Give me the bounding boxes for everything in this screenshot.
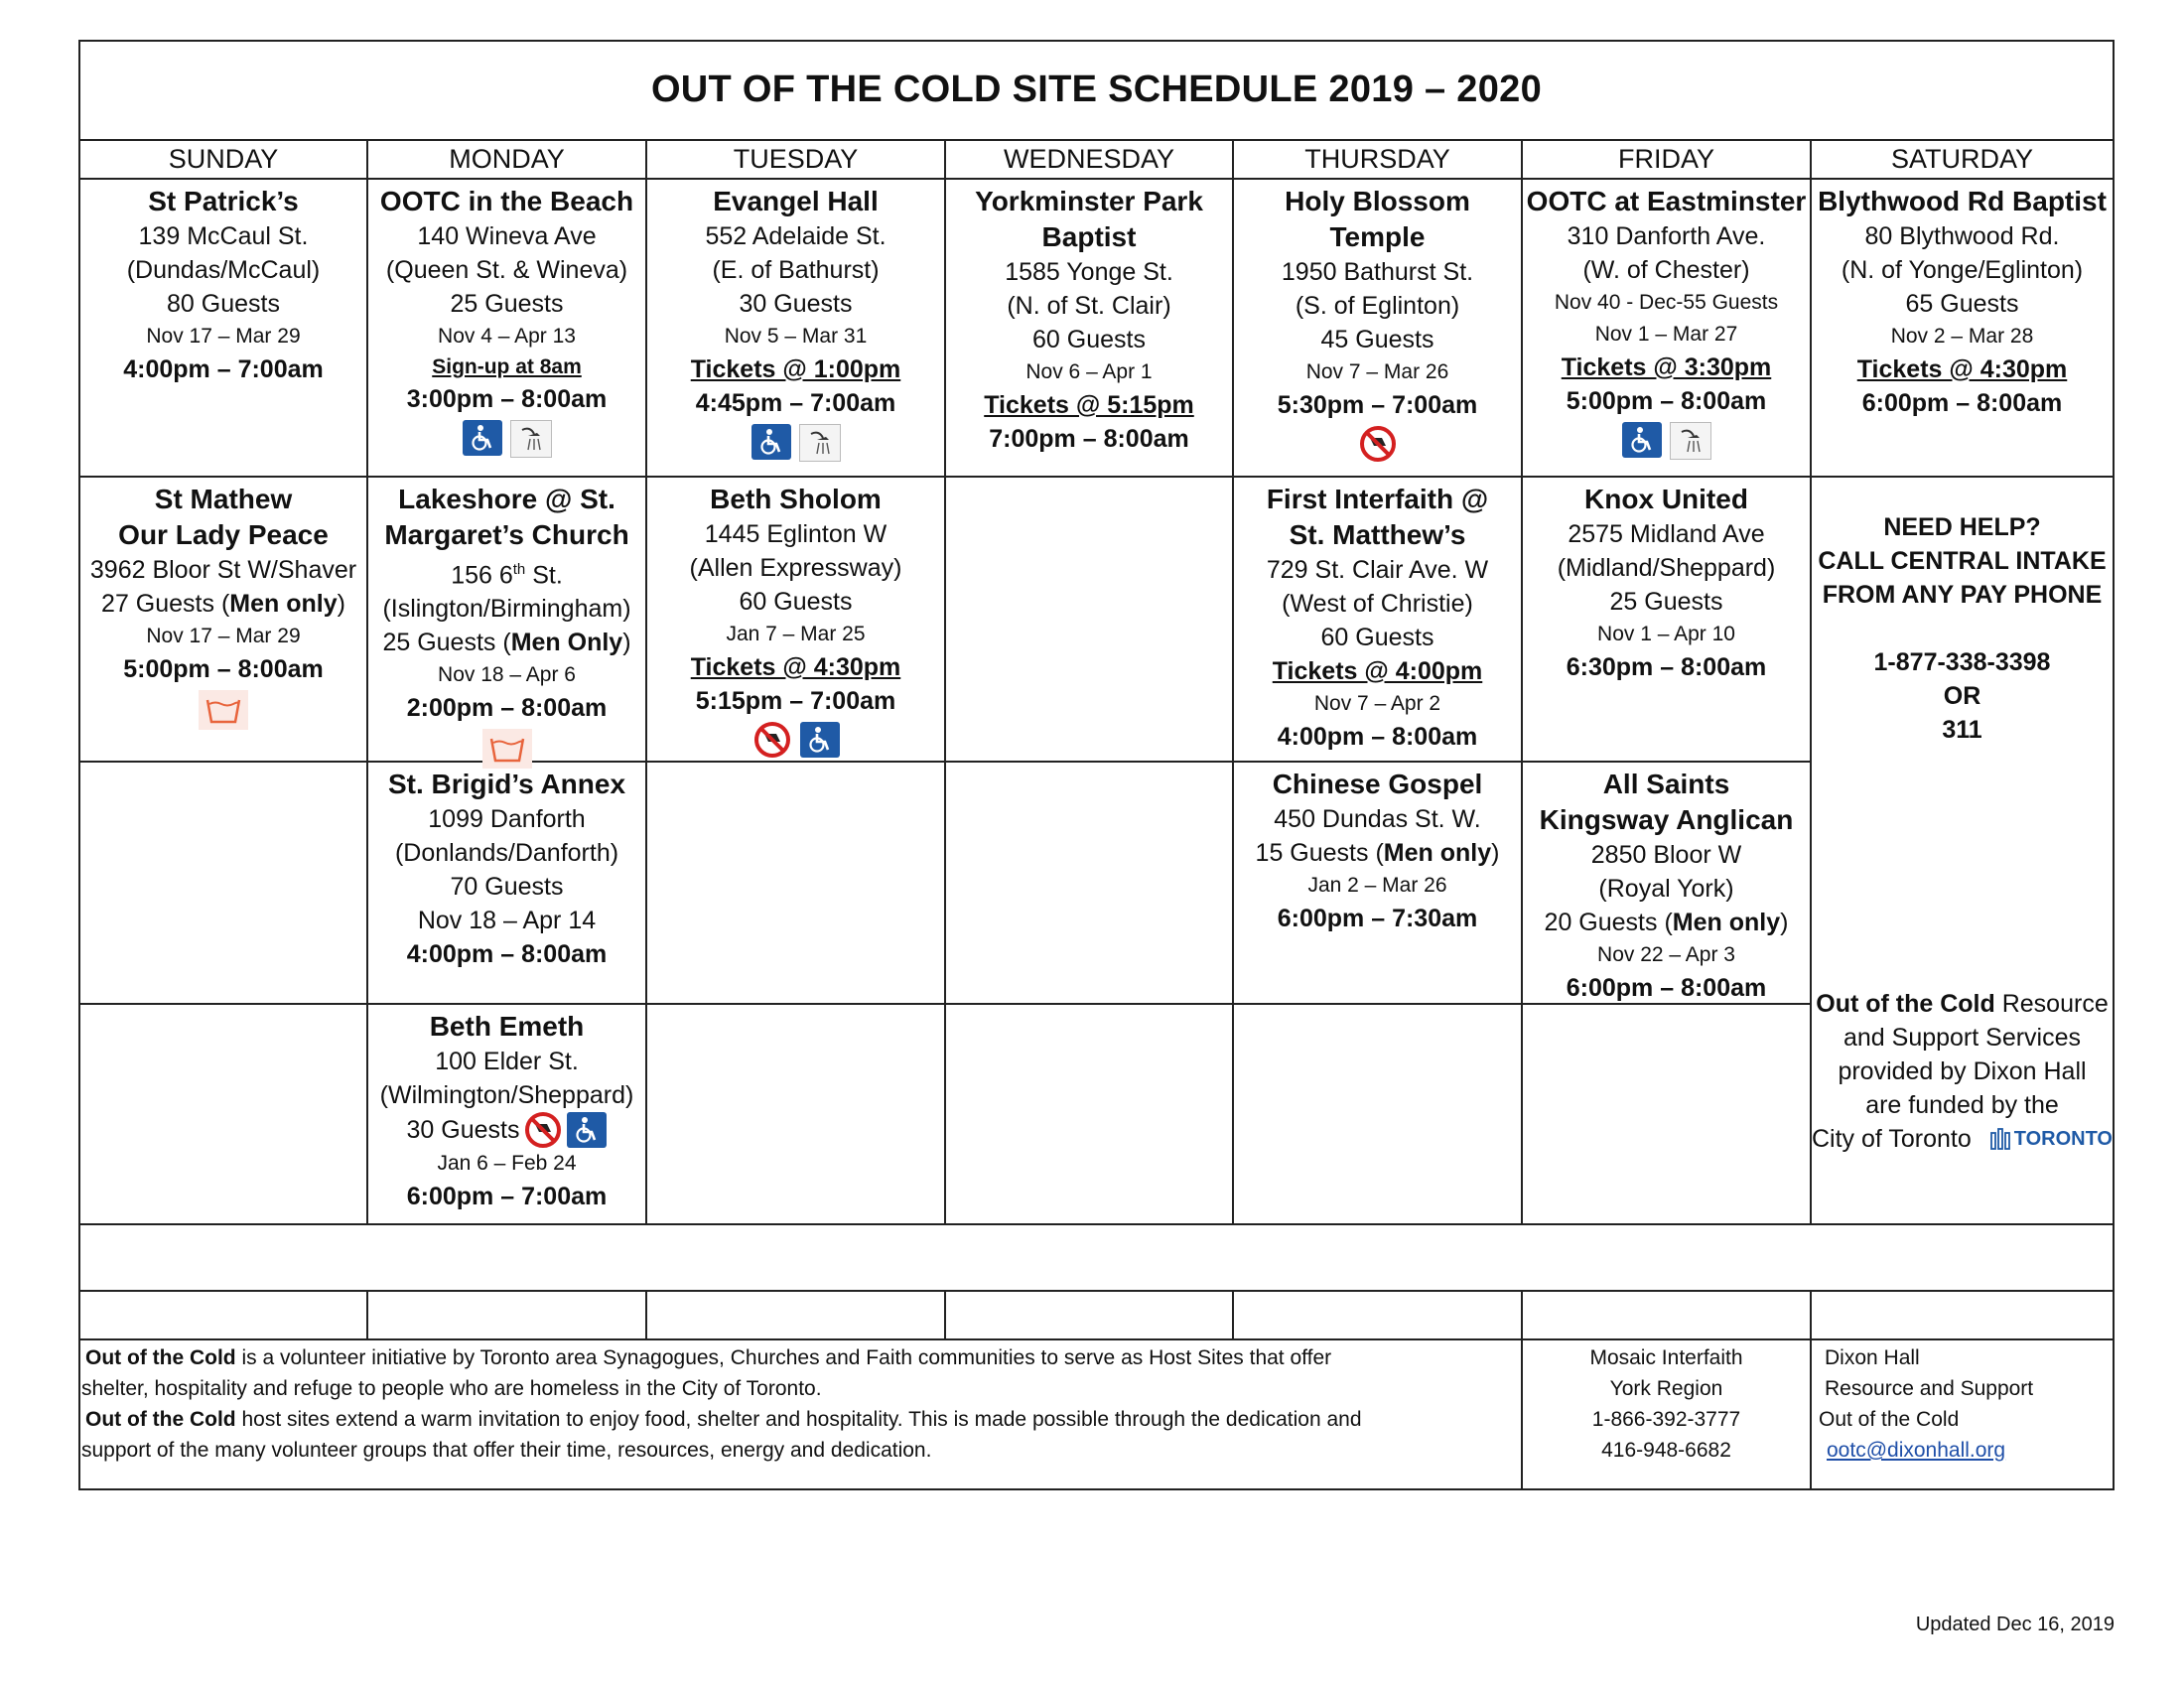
site-name: Holy Blossom Temple (1285, 186, 1470, 252)
contact-region: York Region (1609, 1377, 1723, 1400)
site-address: 1099 Danforth (428, 805, 586, 833)
site-name-line2: Our Lady Peace (118, 519, 329, 550)
site-name: St Mathew (154, 484, 293, 514)
page-title: OUT OF THE COLD SITE SCHEDULE 2019 – 2020 (650, 68, 1543, 110)
site-guests: 30 Guests (739, 290, 853, 318)
grid-line (78, 1223, 2115, 1225)
shower-icon (1670, 422, 1711, 460)
site-dates: Nov 7 – Apr 2 (1313, 692, 1441, 715)
site-hours: 4:00pm – 8:00am (406, 940, 608, 968)
site-hours: 4:00pm – 7:00am (123, 355, 324, 383)
site-dates: Nov 6 – Apr 1 (1025, 360, 1153, 383)
site-dates: Nov 2 – Mar 28 (1890, 325, 2034, 348)
site-card-blythwood (1812, 180, 2113, 420)
site-hours: 2:00pm – 8:00am (406, 694, 608, 723)
contact-phone: 416-948-6682 (1601, 1439, 1731, 1462)
site-card-ootc-beach (368, 180, 645, 458)
funding-line: and Support Services (1843, 1024, 2082, 1052)
site-guests: 25 Guests (450, 290, 564, 318)
site-dates: Nov 17 – Mar 29 (146, 625, 301, 647)
address-number: 156 6 (451, 561, 513, 590)
wheelchair-icon (800, 722, 840, 758)
contact-phone: 1-866-392-3777 (1591, 1408, 1741, 1431)
funding-line (1816, 987, 2108, 1021)
site-card-holy-blossom (1234, 180, 1521, 462)
site-guests (382, 626, 630, 659)
site-name: St. Brigid’s Annex (387, 769, 626, 799)
amenity-icons (752, 722, 840, 758)
day-header-wednesday: WEDNESDAY (1003, 144, 1175, 174)
site-card-first-interfaith (1234, 478, 1521, 754)
grid-line (944, 1290, 946, 1338)
site-dates: Nov 1 – Mar 27 (1594, 323, 1738, 346)
site-dates: Jan 7 – Mar 25 (726, 623, 866, 645)
site-guests: 80 Guests (167, 290, 280, 318)
site-tickets: Tickets @ 5:15pm (984, 391, 1194, 419)
day-header-tuesday: TUESDAY (733, 144, 859, 174)
site-address: 139 McCaul St. (138, 222, 309, 250)
site-guests: 45 Guests (1320, 326, 1434, 353)
site-address: 450 Dundas St. W. (1274, 805, 1481, 833)
site-hours: 6:00pm – 8:00am (1861, 389, 2063, 417)
funding-line: are funded by the (1865, 1091, 2059, 1119)
amenity-icons (199, 690, 248, 730)
site-name: Yorkminster Park (975, 186, 1203, 216)
site-name: Blythwood Rd Baptist (1818, 186, 2107, 216)
contact-line: Out of the Cold (1819, 1408, 1960, 1431)
no-shower-icon (752, 722, 792, 758)
site-cross-streets: (S. of Eglinton) (1295, 292, 1460, 320)
site-cross-streets: (Allen Expressway) (689, 554, 902, 582)
day-header-friday: FRIDAY (1617, 144, 1714, 174)
guests-restriction: Men only (1672, 909, 1781, 936)
site-name: Chinese Gospel (1272, 769, 1483, 799)
site-signup: Sign-up at 8am (432, 355, 582, 378)
site-hours: 6:00pm – 7:30am (1277, 905, 1478, 932)
dixon-contact (1819, 1342, 2113, 1466)
help-short-number: 311 (1942, 716, 1982, 744)
site-hours: 6:30pm – 8:00am (1566, 653, 1767, 681)
site-cross-streets: (E. of Bathurst) (712, 256, 880, 284)
guests-close: ) (622, 629, 631, 657)
day-header-sunday: SUNDAY (168, 144, 279, 174)
footer-line: shelter, hospitality and refuge to people who are homeless in the City of Toronto. (81, 1377, 822, 1400)
site-name: Lakeshore @ St. (398, 484, 615, 514)
footer-line (85, 1342, 1519, 1373)
guests-restriction: Men only (229, 590, 338, 618)
guests-count: 20 Guests ( (1544, 909, 1673, 936)
site-card-beth-emeth (368, 1005, 645, 1213)
guests-count: 30 Guests (406, 1116, 520, 1144)
guests-close: ) (1491, 839, 1500, 867)
site-hours: 7:00pm – 8:00am (989, 425, 1189, 453)
grid-line (1232, 1290, 1234, 1338)
site-card-st-brigids (368, 763, 645, 971)
site-address (451, 553, 563, 592)
site-tickets: Tickets @ 4:30pm (690, 653, 901, 681)
site-hours: 6:00pm – 8:00am (1566, 974, 1767, 1002)
site-address: 80 Blythwood Rd. (1864, 222, 2060, 250)
site-name-line2: Baptist (1041, 221, 1137, 252)
site-dates: Nov 4 – Apr 13 (438, 325, 576, 348)
contact-email[interactable] (1819, 1435, 2113, 1466)
site-name: OOTC in the Beach (379, 186, 634, 216)
footer-program: Out of the Cold (85, 1408, 236, 1431)
day-header-monday: MONDAY (449, 144, 565, 174)
help-heading: NEED HELP? (1883, 513, 2041, 541)
shower-icon (510, 420, 552, 458)
site-tickets: Tickets @ 3:30pm (1561, 353, 1772, 381)
amenity-icons (1622, 422, 1711, 460)
site-guests: 65 Guests (1905, 290, 2019, 318)
guests-close: ) (337, 590, 345, 618)
site-guests: 25 Guests (1609, 588, 1723, 616)
guests-restriction: Men only (1383, 839, 1492, 867)
site-name-line2: Margaret’s Church (384, 519, 629, 550)
site-cross-streets: (West of Christie) (1282, 590, 1473, 618)
site-cross-streets: (Donlands/Danforth) (394, 839, 619, 867)
site-card-lakeshore-st-margarets (368, 478, 645, 769)
site-dates: Nov 1 – Apr 10 (1597, 623, 1735, 645)
site-card-st-mathew (80, 478, 366, 730)
guests-count: 15 Guests ( (1255, 839, 1384, 867)
site-address: 2850 Bloor W (1590, 841, 1742, 869)
site-name: Beth Emeth (429, 1011, 585, 1042)
site-hours: 5:00pm – 8:00am (1566, 387, 1767, 415)
contact-org: Mosaic Interfaith (1589, 1346, 1743, 1369)
wheelchair-icon (751, 424, 791, 460)
help-box (1812, 506, 2113, 747)
no-shower-icon (523, 1112, 563, 1148)
grid-line (366, 1290, 368, 1338)
guests-close: ) (1780, 909, 1789, 936)
site-guests: Nov 40 - Dec-55 Guests (1554, 291, 1779, 314)
site-address: 140 Wineva Ave (417, 222, 597, 250)
site-card-yorkminster-park (946, 180, 1232, 456)
footer-text: host sites extend a warm invitation to enjoy food, shelter and hospitality. This is made possible through the dedication and (235, 1408, 1362, 1431)
site-name-line2: St. Matthew’s (1289, 519, 1466, 550)
site-address: 100 Elder St. (435, 1048, 579, 1075)
wheelchair-icon (463, 420, 502, 456)
site-card-ootc-eastminster (1523, 180, 1810, 460)
site-dates: Nov 5 – Mar 31 (724, 325, 868, 348)
site-address: 1445 Eglinton W (704, 520, 887, 548)
site-tickets: Tickets @ 4:00pm (1272, 657, 1483, 685)
address-street: St. (525, 561, 563, 590)
site-name: OOTC at Eastminster (1526, 186, 1807, 216)
site-guests (407, 1112, 608, 1148)
site-name: First Interfaith @ (1266, 484, 1489, 514)
site-name-line2: Kingsway Anglican (1539, 804, 1794, 835)
site-dates: Nov 18 – Apr 14 (417, 907, 597, 934)
guests-count: 25 Guests ( (382, 629, 511, 657)
site-guests (1545, 906, 1789, 939)
help-line: CALL CENTRAL INTAKE (1818, 547, 2107, 575)
site-card-beth-sholom (647, 478, 944, 758)
site-card-knox-united (1523, 478, 1810, 684)
site-name: Beth Sholom (710, 484, 882, 514)
site-dates: Nov 18 – Apr 6 (438, 663, 576, 687)
amenity-icons (463, 420, 552, 458)
site-card-evangel-hall (647, 180, 944, 462)
toronto-logo-text: TORONTO (2013, 1128, 2113, 1150)
site-address: 729 St. Clair Ave. W (1266, 556, 1489, 584)
toronto-logo (1989, 1122, 2113, 1156)
site-cross-streets: (W. of Chester) (1582, 256, 1750, 284)
help-phone: 1-877-338-3398 (1873, 648, 2051, 676)
funding-city: City of Toronto (1812, 1125, 1972, 1153)
wheelchair-icon (1622, 422, 1662, 458)
funding-program: Out of the Cold (1816, 990, 1995, 1018)
grid-line (1810, 1290, 1812, 1490)
site-address: 1950 Bathurst St. (1281, 258, 1474, 286)
updated-date: Updated Dec 16, 2019 (1915, 1614, 2115, 1635)
site-guests (101, 587, 345, 621)
funding-line: provided by Dixon Hall (1838, 1057, 2087, 1085)
footer-text: is a volunteer initiative by Toronto area Synagogues, Churches and Faith communities to serve as Host Sites that offer (235, 1346, 1332, 1369)
mosaic-contact (1523, 1342, 1810, 1466)
site-cross-streets: (Queen St. & Wineva) (385, 256, 628, 284)
guests-count: 27 Guests ( (101, 590, 230, 618)
site-name: Knox United (1584, 484, 1748, 514)
site-tickets: Tickets @ 1:00pm (690, 355, 901, 383)
no-shower-icon (1358, 426, 1398, 462)
site-cross-streets: (Midland/Sheppard) (1557, 554, 1776, 582)
site-hours: 4:00pm – 8:00am (1277, 723, 1478, 751)
site-name: Evangel Hall (713, 186, 879, 216)
footer-program: Out of the Cold (85, 1346, 236, 1369)
day-header-thursday: THURSDAY (1304, 144, 1450, 174)
site-cross-streets: (Islington/Birmingham) (382, 595, 631, 624)
site-hours: 4:45pm – 7:00am (695, 389, 896, 417)
footer-line (85, 1404, 1519, 1435)
shower-icon (799, 424, 841, 462)
help-or: OR (1943, 682, 1981, 710)
site-dates: Nov 7 – Mar 26 (1305, 360, 1449, 383)
site-hours: 6:00pm – 7:00am (406, 1183, 608, 1210)
site-card-all-saints (1523, 763, 1810, 1005)
site-hours: 5:15pm – 7:00am (695, 687, 896, 715)
site-guests: 60 Guests (739, 588, 853, 616)
site-hours: 5:30pm – 7:00am (1277, 391, 1478, 419)
site-address: 2575 Midland Ave (1568, 520, 1765, 548)
site-name: St Patrick’s (148, 186, 299, 216)
site-dates: Jan 2 – Mar 26 (1307, 874, 1447, 897)
address-ordinal: th (512, 561, 526, 578)
guests-restriction: Men Only (510, 629, 623, 657)
site-cross-streets: (Royal York) (1598, 875, 1734, 903)
site-cross-streets: (N. of Yonge/Eglinton) (1841, 256, 2084, 284)
site-hours: 5:00pm – 8:00am (123, 655, 324, 683)
help-line: FROM ANY PAY PHONE (1822, 581, 2103, 609)
contact-line: Resource and Support (1825, 1377, 2034, 1400)
site-cross-streets: (Wilmington/Sheppard) (379, 1081, 634, 1109)
footer-description (81, 1342, 1519, 1466)
site-cross-streets: (Dundas/McCaul) (126, 256, 321, 284)
site-cross-streets: (N. of St. Clair) (1007, 292, 1171, 320)
amenity-icons (1358, 426, 1398, 462)
funding-resource: Resource (1994, 990, 2109, 1018)
site-tickets: Tickets @ 4:30pm (1856, 355, 2068, 383)
funding-note (1812, 983, 2113, 1156)
site-card-chinese-gospel (1234, 763, 1521, 935)
site-guests: 60 Guests (1320, 624, 1434, 651)
site-guests (1256, 836, 1500, 870)
amenity-icons (751, 424, 841, 462)
grid-line (645, 1290, 647, 1338)
site-card-st-patricks (80, 180, 366, 386)
day-header-saturday: SATURDAY (1890, 144, 2033, 174)
site-address: 3962 Bloor St W/Shaver (89, 556, 357, 584)
laundry-icon (199, 690, 248, 730)
site-dates: Jan 6 – Feb 24 (437, 1152, 577, 1175)
site-address: 1585 Yonge St. (1005, 258, 1173, 286)
email-link[interactable]: ootc@dixonhall.org (1827, 1439, 2006, 1462)
footer-line: support of the many volunteer groups that offer their time, resources, energy and dedication. (81, 1439, 932, 1462)
funding-line (1812, 1122, 2113, 1156)
site-address: 310 Danforth Ave. (1567, 222, 1766, 250)
site-address: 552 Adelaide St. (705, 222, 887, 250)
site-name: All Saints (1602, 769, 1730, 799)
site-hours: 3:00pm – 8:00am (406, 385, 608, 413)
site-dates: Nov 17 – Mar 29 (146, 325, 301, 348)
contact-org: Dixon Hall (1825, 1346, 1920, 1369)
site-dates: Nov 22 – Apr 3 (1597, 943, 1735, 966)
site-guests: 60 Guests (1032, 326, 1146, 353)
site-guests: 70 Guests (450, 873, 564, 901)
wheelchair-icon (567, 1112, 607, 1148)
